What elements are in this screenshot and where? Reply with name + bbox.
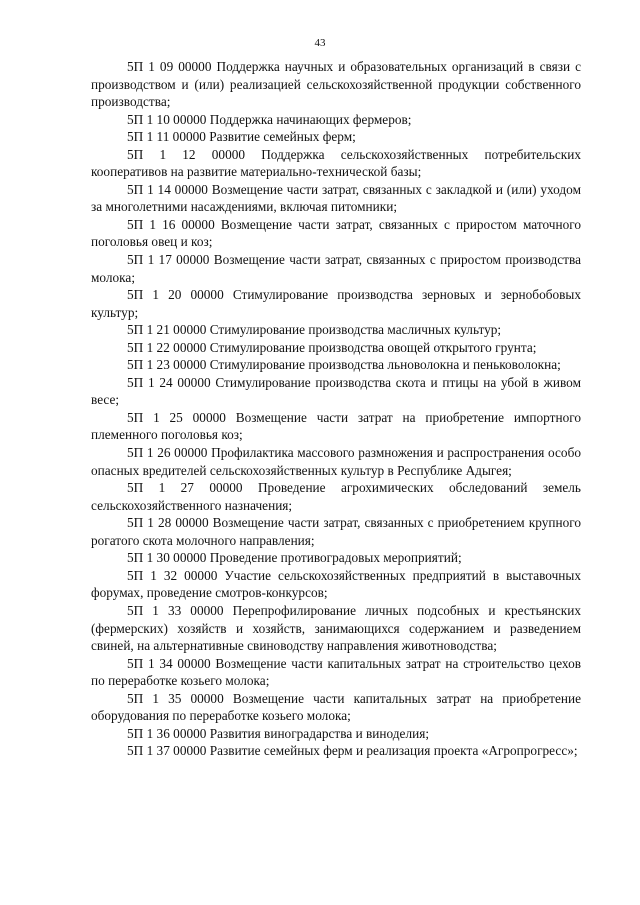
paragraph-5p-1-30: 5П 1 30 00000 Проведение противоградовых мероприятий; — [127, 550, 462, 566]
page-number: 43 — [314, 37, 326, 49]
paragraph-5p-1-21: 5П 1 21 00000 Стимулирование производства масличных культур; — [127, 322, 502, 338]
paragraph-5p-1-37: 5П 1 37 00000 Развитие семейных ферм и реализация проекта «Агропрогресс»; — [127, 743, 578, 759]
paragraph-5p-1-25: 5П 1 25 00000 Возмещение части затрат на приобретение импортного племенного поголовья коз; — [91, 409, 581, 443]
paragraph-5p-1-09: 5П 1 09 00000 Поддержка научных и образовательных организаций в связи с производством и (или) реализацией сельскохозяйственной продукции собственного производства; — [91, 59, 581, 110]
paragraph-5p-1-12: 5П 1 12 00000 Поддержка сельскохозяйственных потребительских кооперативов на развитие материально-технической базы; — [91, 146, 581, 180]
paragraph-5p-1-26: 5П 1 26 00000 Профилактика массового размножения и распространения особо опасных вредителей сельскохозяйственных культур в Республике Адыгея; — [91, 445, 581, 478]
paragraph-5p-1-32: 5П 1 32 00000 Участие сельскохозяйственных предприятий в выставочных форумах, проведение смотров-конкурсов; — [91, 567, 581, 601]
paragraph-5p-1-33: 5П 1 33 00000 Перепрофилирование личных подсобных и крестьянских (фермерских) хозяйств и хозяйств, занимающихся содержанием и разведением свиней, на альтернативные свиноводству направления животноводства; — [91, 602, 581, 654]
paragraph-5p-1-17: 5П 1 17 00000 Возмещение части затрат, связанных с приростом производства молока; — [91, 252, 581, 285]
paragraph-5p-1-20: 5П 1 20 00000 Стимулирование производства зерновых и зернобобовых культур; — [91, 287, 581, 320]
paragraph-5p-1-36: 5П 1 36 00000 Развития виноградарства и виноделия; — [127, 725, 430, 741]
paragraph-5p-1-27: 5П 1 27 00000 Проведение агрохимических обследований земель сельскохозяйственного назначения; — [91, 480, 581, 513]
paragraph-5p-1-11: 5П 1 11 00000 Развитие семейных ферм; — [127, 129, 356, 145]
paragraph-5p-1-24: 5П 1 24 00000 Стимулирование производства скота и птицы на убой в живом весе; — [91, 374, 581, 408]
paragraph-5p-1-34: 5П 1 34 00000 Возмещение части капитальных затрат на строительство цехов по переработке козьего молока; — [91, 655, 581, 689]
paragraph-5p-1-14: 5П 1 14 00000 Возмещение части затрат, связанных с закладкой и (или) уходом за многолетними насаждениями, включая питомники; — [91, 181, 581, 215]
paragraph-5p-1-22: 5П 1 22 00000 Стимулирование производства овощей открытого грунта; — [127, 339, 537, 355]
document-body — [91, 58, 581, 760]
paragraph-5p-1-10: 5П 1 10 00000 Поддержка начинающих фермеров; — [127, 111, 412, 127]
paragraph-5p-1-35: 5П 1 35 00000 Возмещение части капитальных затрат на приобретение оборудования по переработке козьего молока; — [91, 690, 581, 724]
paragraph-5p-1-16: 5П 1 16 00000 Возмещение части затрат, связанных с приростом маточного поголовья овец и коз; — [91, 216, 581, 250]
paragraph-5p-1-23: 5П 1 23 00000 Стимулирование производства льноволокна и пеньковолокна; — [127, 357, 561, 373]
paragraph-5p-1-28: 5П 1 28 00000 Возмещение части затрат, связанных с приобретением крупного рогатого скота молочного направления; — [91, 515, 581, 548]
